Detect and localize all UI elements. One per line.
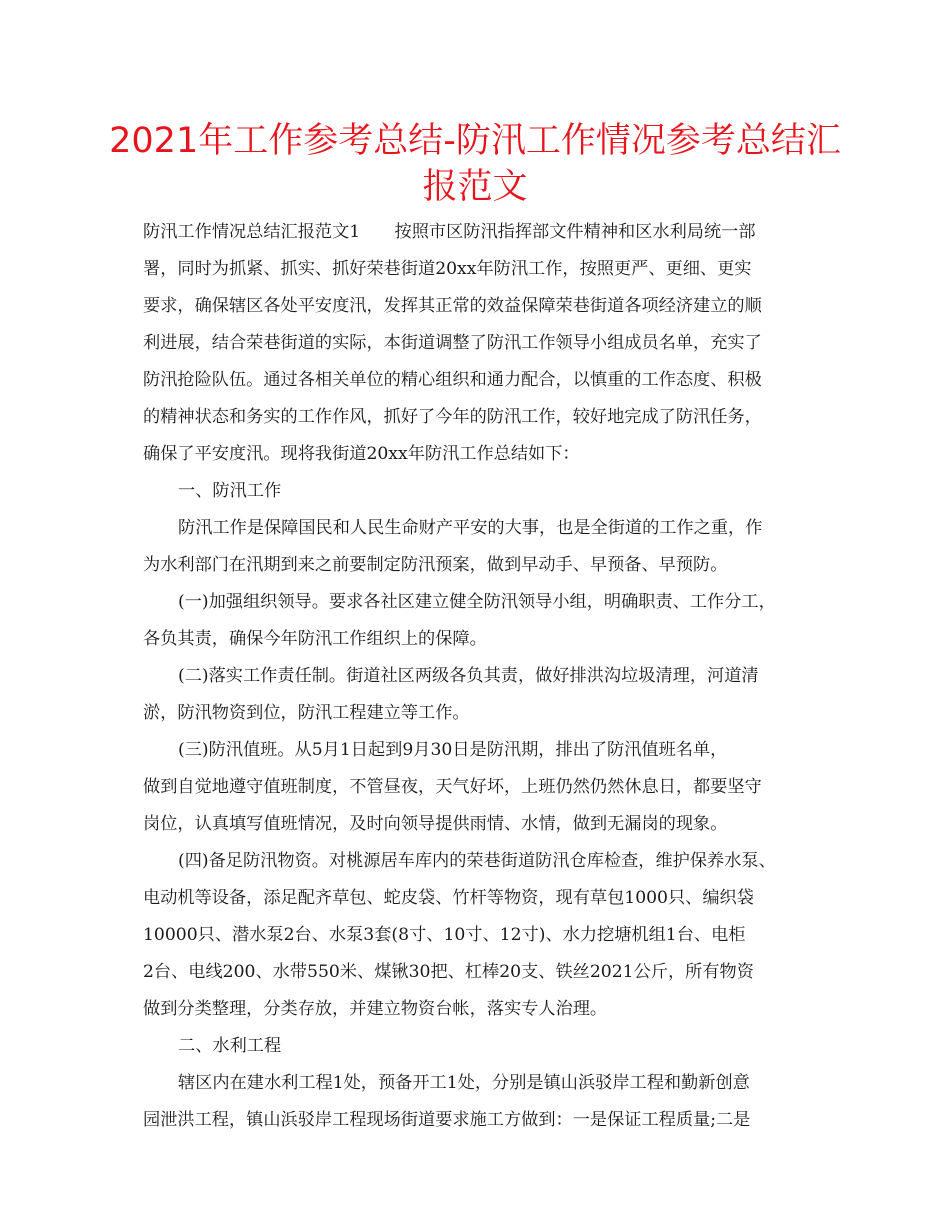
text-line: (一)加强组织领导。要求各社区建立健全防汛领导小组，明确职责、工作分工， — [178, 592, 776, 612]
text-line: (四)备足防汛物资。对桃源居车库内的荣巷街道防汛仓库检查，维护保养水泵、 — [178, 851, 776, 871]
text-line: 署，同时为抓紧、抓实、抓好荣巷街道20xx年防汛工作，按照更严、更细、更实 — [143, 259, 752, 279]
text-line: 要求，确保辖区各处平安度汛，发挥其正常的效益保障荣巷街道各项经济建立的顺 — [143, 296, 762, 316]
text-line: 做到自觉地遵守值班制度，不管昼夜，天气好坏，上班仍然仍然休息日，都要坚守 — [143, 777, 762, 797]
text-line: (二)落实工作责任制。街道社区两级各负其责，做好排洪沟垃圾清理，河道清 — [178, 666, 759, 686]
text-line: 确保了平安度汛。现将我街道20xx年防汛工作总结如下： — [143, 444, 580, 464]
text-line: 防汛工作情况总结汇报范文1 按照市区防汛指挥部文件精神和区水利局统一部 — [143, 222, 756, 242]
text-line: 园泄洪工程，镇山浜驳岸工程现场街道要求施工方做到：一是保证工程质量;二是 — [143, 1110, 751, 1130]
text-line: 辖区内在建水利工程1处，预备开工1处，分别是镇山浜驳岸工程和勤新创意 — [178, 1073, 750, 1093]
text-line: 利进展，结合荣巷街道的实际，本街道调整了防汛工作领导小组成员名单，充实了 — [143, 333, 762, 353]
text-line: 岗位，认真填写值班情况，及时向领导提供雨情、水情，做到无漏岗的现象。 — [143, 814, 728, 834]
text-line: 各负其责，确保今年防汛工作组织上的保障。 — [143, 629, 487, 649]
text-line: 二、水利工程 — [178, 1036, 282, 1056]
document-body — [143, 214, 823, 1139]
text-line: 为水利部门在汛期到来之前要制定防汛预案，做到早动手、早预备、早预防。 — [143, 555, 728, 575]
document-title — [100, 118, 850, 210]
text-line: 防汛工作是保障国民和人民生命财产平安的大事，也是全街道的工作之重，作 — [178, 518, 763, 538]
text-line: 10000只、潜水泵2台、水泵3套(8寸、10寸、12寸)、水力挖塘机组1台、电柜 — [143, 925, 746, 945]
text-line: 电动机等设备，添足配齐草包、蛇皮袋、竹杆等物资，现有草包1000只、编织袋 — [143, 888, 754, 908]
text-line: 2台、电线200、水带550米、煤锹30把、杠棒20支、铁丝2021公斤，所有物资 — [143, 962, 754, 982]
title-line-1: 2021年工作参考总结-防汛工作情况参考总结汇 — [109, 121, 841, 161]
text-line: (三)防汛值班。从5月1日起到9月30日是防汛期，排出了防汛值班名单， — [178, 740, 728, 760]
text-line: 一、防汛工作 — [178, 481, 282, 501]
text-line: 防汛抢险队伍。通过各相关单位的精心组织和通力配合，以慎重的工作态度、积极 — [143, 370, 762, 390]
title-line-2: 报范文 — [422, 167, 528, 207]
text-line: 淤，防汛物资到位，防汛工程建立等工作。 — [143, 703, 470, 723]
text-line: 的精神状态和务实的工作作风，抓好了今年的防汛工作，较好地完成了防汛任务， — [143, 407, 762, 427]
text-line: 做到分类整理，分类存放，并建立物资台帐，落实专人治理。 — [143, 999, 608, 1019]
